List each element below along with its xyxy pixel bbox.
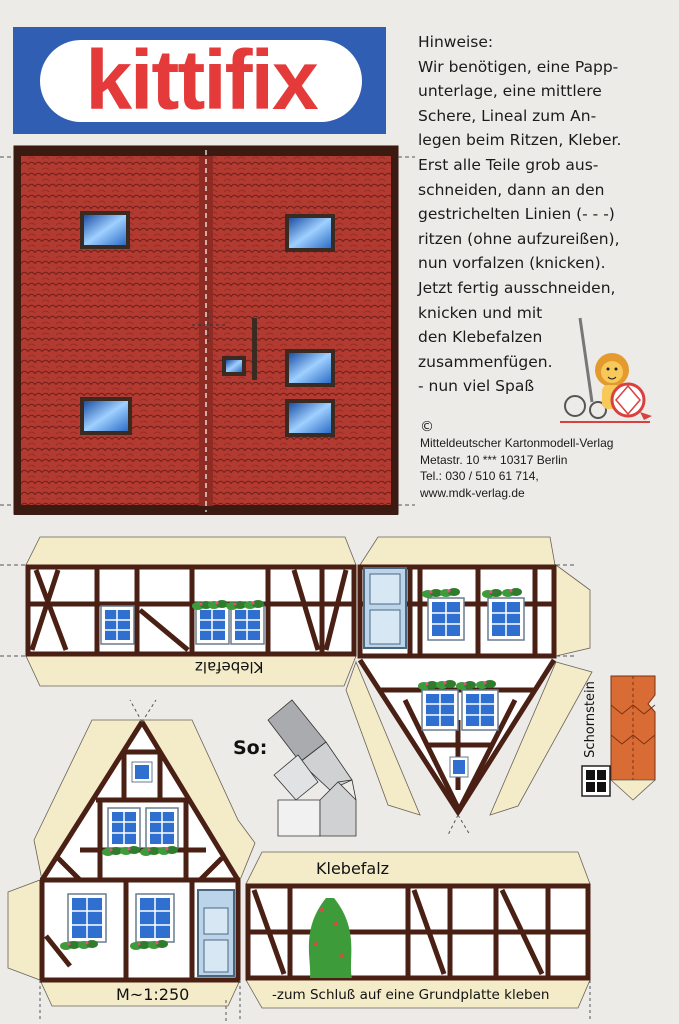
instructions-line: - nun viel Spaß (418, 377, 535, 396)
instructions-line: zusammenfügen. (418, 352, 553, 371)
instructions-line: Erst alle Teile grob aus- (418, 155, 599, 174)
instructions-line: schneiden, dann an den (418, 180, 605, 199)
scale-label: M~1:250 (116, 985, 190, 1004)
glue-flap-label-lower: Klebefalz (316, 859, 390, 878)
instructions-line: Hinweise: (418, 33, 494, 51)
publisher-website: www.mdk-verlag.de (420, 485, 525, 500)
instructions-line: den Klebefalzen (418, 328, 543, 347)
long-wall-upper (0, 537, 356, 686)
publisher-info (420, 435, 613, 501)
instructions-line: legen beim Ritzen, Kleber. (418, 131, 622, 150)
publisher-name: Mitteldeutscher Kartonmodell-Verlag (420, 436, 614, 450)
assembly-instructions (418, 30, 674, 399)
instructions-line: knicken und mit (418, 303, 543, 322)
instructions-line: Schere, Lineal zum An- (418, 106, 597, 125)
chimney-label: Schornstein (582, 681, 598, 758)
publisher-address: Metastr. 10 *** 10317 Berlin (420, 452, 568, 467)
so-label: So: (233, 737, 268, 759)
roof-panel (0, 146, 415, 515)
instructions-line: nun vorfalzen (knicken). (418, 254, 606, 273)
copyright-symbol: © (420, 419, 434, 435)
instructions-line: Wir benötigen, eine Papp- (418, 57, 619, 76)
instructions-line: Jetzt fertig ausschneiden, (418, 278, 616, 297)
final-note-label: -zum Schluß auf eine Grundplatte kleben (272, 987, 550, 1003)
publisher-phone: Tel.: 030 / 510 61 714, (420, 469, 539, 484)
glue-flap-label-upper: Klebefalz (195, 658, 264, 676)
brand-logo: kittifix (85, 33, 317, 127)
instructions-line: gestrichelten Linien (- - -) (418, 205, 615, 224)
instructions-line: ritzen (ohne aufzureißen), (418, 229, 620, 248)
instructions-line: unterlage, eine mittlere (418, 82, 602, 101)
